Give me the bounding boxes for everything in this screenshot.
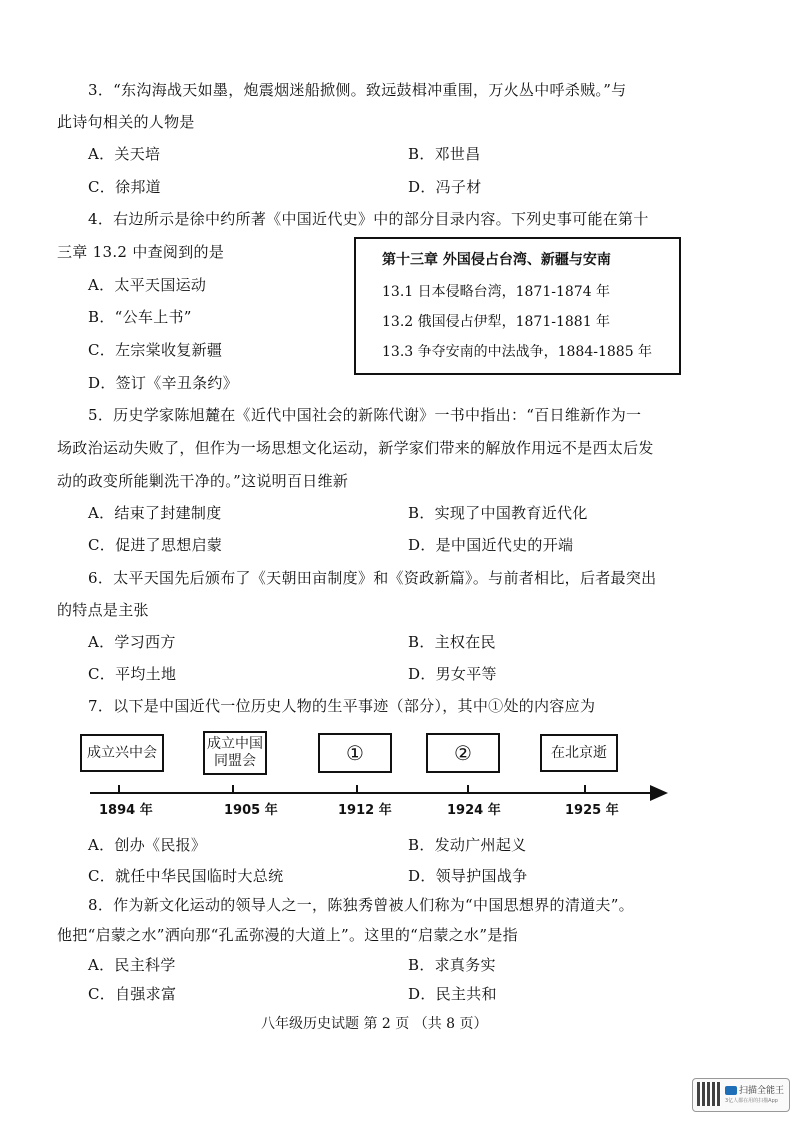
timeline-tick <box>232 785 234 793</box>
scanner-subtitle: 3亿人都在用的扫描App <box>725 1098 778 1104</box>
q4-option-d: D．签订《辛丑条约》 <box>88 374 239 392</box>
scanner-watermark <box>692 1078 790 1112</box>
toc-item-13-1: 13.1 日本侵略台湾，1871-1874 年 <box>382 284 611 300</box>
q7-option-a: A．创办《民报》 <box>88 836 207 854</box>
q7-stem-line1: 7．以下是中国近代一位历史人物的生平事迹（部分），其中①处的内容应为 <box>88 697 596 715</box>
q5-stem-line3: 动的政变所能剿洗干净的。”这说明百日维新 <box>57 472 349 490</box>
q5-option-c: C．促进了思想启蒙 <box>88 536 223 554</box>
q7-option-c: C．就任中华民国临时大总统 <box>88 867 284 885</box>
timeline-tick <box>584 785 586 793</box>
q8-option-c: C．自强求富 <box>88 985 177 1003</box>
timeline-year: 1912 年 <box>338 803 392 818</box>
timeline-year: 1894 年 <box>99 803 153 818</box>
timeline-event-label: ② <box>454 740 472 765</box>
q3-option-c: C．徐邦道 <box>88 178 161 196</box>
timeline-year: 1924 年 <box>447 803 501 818</box>
q3-option-d: D．冯子材 <box>408 178 482 196</box>
q3-option-b: B．邓世昌 <box>408 145 481 163</box>
timeline-event-1905 <box>203 731 267 775</box>
timeline-event-label: 成立中国 <box>207 736 263 752</box>
page-footer: 八年级历史试题 第 2 页 （共 8 页） <box>261 1016 488 1032</box>
timeline-event-label: 成立兴中会 <box>87 744 157 761</box>
timeline-tick <box>467 785 469 793</box>
q8-stem-line2: 他把“启蒙之水”洒向那“孔孟弥漫的大道上”。这里的“启蒙之水”是指 <box>57 926 518 944</box>
timeline-year: 1925 年 <box>565 803 619 818</box>
toc-item-13-3: 13.3 争夺安南的中法战争，1884-1885 年 <box>382 344 653 360</box>
q6-stem-line1: 6．太平天国先后颁布了《天朝田亩制度》和《资政新篇》。与前者相比，后者最突出 <box>88 569 657 587</box>
q3-option-a: A．关天培 <box>88 145 161 163</box>
scanner-brand <box>725 1083 784 1096</box>
toc-item-13-2: 13.2 俄国侵占伊犁，1871-1881 年 <box>382 314 611 330</box>
timeline-axis <box>90 792 652 794</box>
timeline-event-1894 <box>80 734 164 772</box>
q8-option-d: D．民主共和 <box>408 985 497 1003</box>
timeline-event-label: ① <box>346 740 364 765</box>
q4-option-c: C．左宗棠收复新疆 <box>88 341 223 359</box>
q5-option-d: D．是中国近代史的开端 <box>408 536 574 554</box>
timeline-tick <box>118 785 120 793</box>
q8-option-a: A．民主科学 <box>88 956 176 974</box>
timeline-event-1925 <box>540 734 618 772</box>
timeline-year: 1905 年 <box>224 803 278 818</box>
q5-stem-line1: 5．历史学家陈旭麓在《近代中国社会的新陈代谢》一书中指出：“百日维新作为一 <box>88 406 642 424</box>
timeline-arrow-icon <box>650 785 668 801</box>
toc-chapter-title: 第十三章 外国侵占台湾、新疆与安南 <box>382 252 611 268</box>
q3-stem-line1: 3．“东沟海战天如墨，炮震烟迷船掀侧。致远鼓楫冲重围，万火丛中呼杀贼。”与 <box>88 81 627 99</box>
scanner-logo-icon <box>725 1086 737 1095</box>
q7-option-d: D．领导护国战争 <box>408 867 528 885</box>
timeline-tick <box>356 785 358 793</box>
q5-option-b: B．实现了中国教育近代化 <box>408 504 588 522</box>
q6-stem-line2: 的特点是主张 <box>57 601 149 619</box>
q6-option-d: D．男女平等 <box>408 665 497 683</box>
q6-option-a: A．学习西方 <box>88 633 176 651</box>
timeline-event-label: 在北京逝 <box>551 744 607 761</box>
q5-option-a: A．结束了封建制度 <box>88 504 222 522</box>
q8-stem-line1: 8．作为新文化运动的领导人之一，陈独秀曾被人们称为“中国思想界的清道夫”。 <box>88 896 634 914</box>
q7-option-b: B．发动广州起义 <box>408 836 527 854</box>
q8-option-b: B．求真务实 <box>408 956 496 974</box>
timeline-event-1924 <box>426 733 500 773</box>
qr-code-icon <box>697 1082 721 1106</box>
q3-stem-line2: 此诗句相关的人物是 <box>57 113 195 131</box>
q5-stem-line2: 场政治运动失败了，但作为一场思想文化运动，新学家们带来的解放作用远不是西太后发 <box>57 439 654 457</box>
q4-option-a: A．太平天国运动 <box>88 276 207 294</box>
q6-option-c: C．平均土地 <box>88 665 177 683</box>
q4-stem-line1: 4．右边所示是徐中约所著《中国近代史》中的部分目录内容。下列史事可能在第十 <box>88 210 649 228</box>
timeline-event-label: 同盟会 <box>214 753 256 769</box>
q4-option-b: B．“公车上书” <box>88 308 192 326</box>
table-of-contents-box <box>354 237 681 375</box>
q4-stem-line2: 三章 13.2 中查阅到的是 <box>57 243 225 261</box>
scanner-brand-label: 扫描全能王 <box>739 1086 785 1096</box>
timeline-event-1912 <box>318 733 392 773</box>
q6-option-b: B．主权在民 <box>408 633 496 651</box>
